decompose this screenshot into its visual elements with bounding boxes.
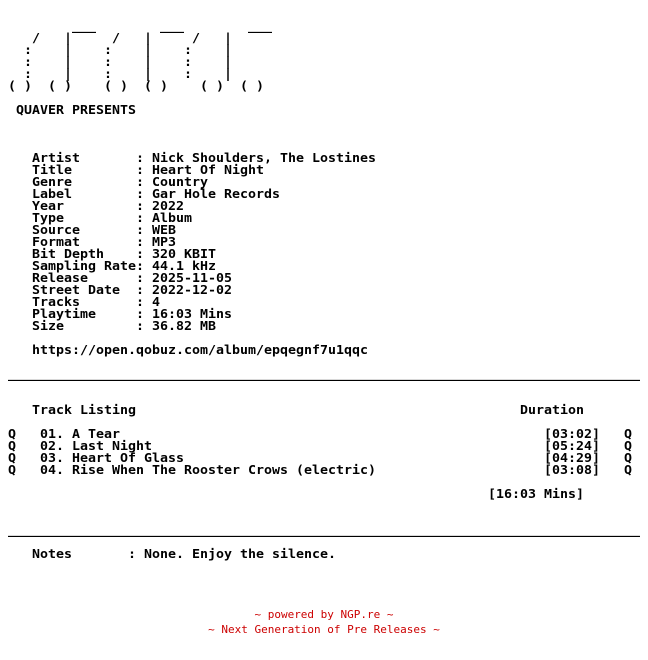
ascii-art-line: : | : | : | [8, 66, 232, 81]
info-label: Artist : [8, 150, 153, 165]
info-value: 2022-12-02 [152, 282, 233, 297]
info-label: Bit Depth : [8, 246, 153, 261]
track-duration: [04:29] [544, 450, 601, 465]
info-value: 16:03 Mins [152, 306, 233, 321]
footer-powered-by: ~ powered by NGP.re ~ [254, 608, 394, 621]
ascii-art-line: : | : | : | [8, 54, 232, 69]
track-title: Heart Of Glass [72, 450, 545, 465]
track-number: 02. [40, 438, 65, 453]
info-value: Heart Of Night [152, 162, 265, 177]
track-marker: Q [624, 426, 633, 441]
info-value: 2022 [152, 198, 185, 213]
info-value: 44.1 kHz [152, 258, 217, 273]
track-duration: [03:08] [544, 462, 601, 477]
info-label: Tracks : [8, 294, 153, 309]
info-value: Gar Hole Records [152, 186, 281, 201]
notes-value: None. Enjoy the silence. [144, 546, 337, 561]
info-label: Street Date : [8, 282, 153, 297]
ascii-art-line: ( ) ( ) ( ) ( ) ( ) ( ) [8, 78, 265, 93]
info-label: Playtime : [8, 306, 153, 321]
info-label: Type : [8, 210, 153, 225]
info-label: Source : [8, 222, 153, 237]
info-label: Format : [8, 234, 153, 249]
info-label: Label : [8, 186, 153, 201]
ascii-art-line: ___ ___ ___ [8, 18, 273, 33]
info-label: Genre : [8, 174, 153, 189]
notes-label: Notes : [32, 546, 145, 561]
ascii-art-line: : | : | : | [8, 42, 232, 57]
footer-tagline: ~ Next Generation of Pre Releases ~ [208, 623, 440, 636]
info-value: 4 [152, 294, 161, 309]
track-marker: Q [624, 462, 633, 477]
track-duration: [05:24] [544, 438, 601, 453]
info-label: Title : [8, 162, 153, 177]
notes-row [8, 548, 648, 560]
nfo-text [8, 8, 648, 560]
track-marker: Q [8, 438, 17, 453]
info-value: 2025-11-05 [152, 270, 233, 285]
track-row [8, 464, 648, 476]
info-value: 320 KBIT [152, 246, 217, 261]
total-duration-pad [8, 486, 488, 501]
track-marker: Q [624, 438, 633, 453]
duration-header: Duration [520, 402, 585, 417]
total-duration-row [8, 488, 648, 500]
album-url-text[interactable]: https://open.qobuz.com/album/epqegnf7u1qqc [32, 342, 368, 357]
info-label: Release : [8, 270, 153, 285]
info-value: Country [152, 174, 209, 189]
info-value: MP3 [152, 234, 177, 249]
track-marker: Q [8, 450, 17, 465]
separator-line: _______________________________________________________________________________ [8, 366, 640, 381]
track-marker: Q [8, 426, 17, 441]
track-number: 04. [40, 462, 65, 477]
track-number: 01. [40, 426, 65, 441]
track-number: 03. [40, 450, 65, 465]
info-label: Year : [8, 198, 153, 213]
info-value: Nick Shoulders, The Lostines [152, 150, 377, 165]
info-label: Size : [8, 318, 153, 333]
track-marker: Q [624, 450, 633, 465]
track-listing-header [8, 404, 648, 416]
track-title: A Tear [72, 426, 545, 441]
total-duration: [16:03 Mins] [488, 486, 585, 501]
ascii-art-line: / | / | / | [8, 30, 232, 45]
album-url[interactable] [8, 344, 648, 356]
banner-text: QUAVER PRESENTS [8, 102, 137, 117]
info-value: WEB [152, 222, 177, 237]
info-label: Sampling Rate: [8, 258, 153, 273]
track-title: Rise When The Rooster Crows (electric) [72, 462, 545, 477]
track-duration: [03:02] [544, 426, 601, 441]
track-listing-label: Track Listing [32, 402, 521, 417]
track-marker: Q [8, 462, 17, 477]
info-row [8, 320, 648, 332]
info-value: Album [152, 210, 193, 225]
track-title: Last Night [72, 438, 545, 453]
info-value: 36.82 MB [152, 318, 217, 333]
separator-line: _______________________________________________________________________________ [8, 522, 640, 537]
